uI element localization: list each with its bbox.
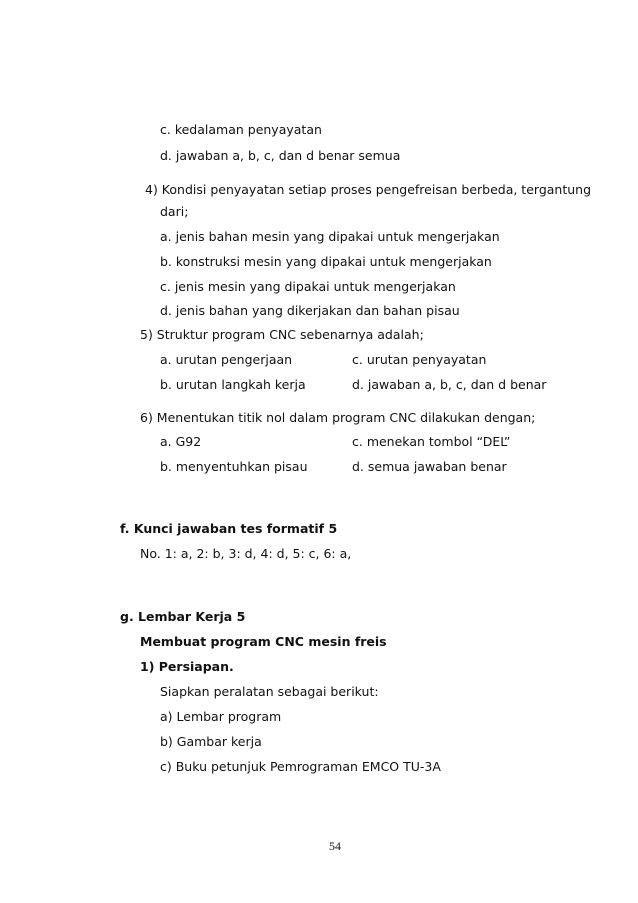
list-item: a) Lembar program <box>160 709 282 724</box>
answer-key: No. 1: a, 2: b, 3: d, 4: d, 5: c, 6: a, <box>140 546 352 561</box>
section-g-subtitle: Membuat program CNC mesin freis <box>140 634 387 649</box>
q5-stem: 5) Struktur program CNC sebenarnya adalah; <box>140 327 424 342</box>
q4-stem-line-1: 4) Kondisi penyayatan setiap proses pengefreisan berbeda, tergantung <box>145 182 592 197</box>
list-item: c) Buku petunjuk Pemrograman EMCO TU-3A <box>160 759 441 774</box>
q6-option-b: b. menyentuhkan pisau <box>160 459 308 474</box>
section-g-title: g. Lembar Kerja 5 <box>120 609 246 624</box>
q6-option-c: c. menekan tombol “DEL” <box>352 434 511 449</box>
page-number: 54 <box>329 839 341 853</box>
q4-option-b: b. konstruksi mesin yang dipakai untuk mengerjakan <box>160 254 492 269</box>
q4-stem-line-2: dari; <box>160 204 189 219</box>
q3-option-c: c. kedalaman penyayatan <box>160 122 322 137</box>
list-item: b) Gambar kerja <box>160 734 262 749</box>
q4-option-a: a. jenis bahan mesin yang dipakai untuk mengerjakan <box>160 229 500 244</box>
q3-option-d: d. jawaban a, b, c, dan d benar semua <box>160 148 401 163</box>
q4-option-d: d. jenis bahan yang dikerjakan dan bahan pisau <box>160 303 460 318</box>
step-1-heading: 1) Persiapan. <box>140 659 234 674</box>
q6-option-d: d. semua jawaban benar <box>352 459 507 474</box>
step-1-intro: Siapkan peralatan sebagai berikut: <box>160 684 379 699</box>
section-f-title: f. Kunci jawaban tes formatif 5 <box>120 521 338 536</box>
q5-option-b: b. urutan langkah kerja <box>160 377 306 392</box>
q5-option-c: c. urutan penyayatan <box>352 352 487 367</box>
q6-stem: 6) Menentukan titik nol dalam program CNC dilakukan dengan; <box>140 410 536 425</box>
q4-option-c: c. jenis mesin yang dipakai untuk mengerjakan <box>160 279 456 294</box>
q6-option-a: a. G92 <box>160 434 202 449</box>
q5-option-a: a. urutan pengerjaan <box>160 352 293 367</box>
q5-option-d: d. jawaban a, b, c, dan d benar <box>352 377 547 392</box>
